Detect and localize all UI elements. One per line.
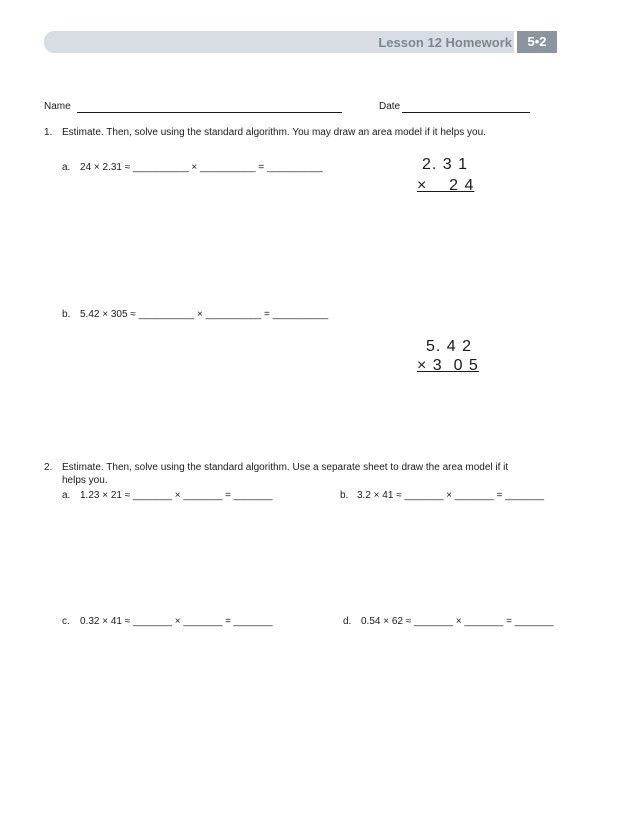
lesson-title: Lesson 12 Homework <box>378 35 512 50</box>
problem-2-number: 2. <box>44 462 53 473</box>
problem-1a-algorithm-bottom: × 2 4 <box>417 177 475 194</box>
problem-2a-expression: 1.23 × 21 ≈ _______ × _______ = _______ <box>80 490 273 501</box>
problem-2-instructions-line2: helps you. <box>62 475 108 486</box>
grade-module-badge: 5•2 <box>517 31 557 53</box>
name-field[interactable] <box>77 112 342 113</box>
problem-2d-expression: 0.54 × 62 ≈ _______ × _______ = _______ <box>361 616 554 627</box>
problem-2a-letter: a. <box>62 490 71 501</box>
date-field[interactable] <box>402 112 530 113</box>
problem-2b-expression: 3.2 × 41 ≈ _______ × _______ = _______ <box>357 490 545 501</box>
date-label: Date <box>379 101 401 112</box>
problem-1b-letter: b. <box>62 309 71 320</box>
problem-1a-letter: a. <box>62 162 71 173</box>
problem-1a-expression: 24 × 2.31 ≈ __________ × __________ = __________ <box>80 162 323 173</box>
problem-2c-letter: c. <box>62 616 70 627</box>
problem-2-instructions-line1: Estimate. Then, solve using the standard algorithm. Use a separate sheet to draw the area model if it <box>62 462 509 473</box>
problem-1a-algorithm-top: 2. 3 1 <box>422 156 469 173</box>
problem-1b-algorithm-bottom: × 3 0 5 <box>417 357 479 374</box>
problem-2d-letter: d. <box>343 616 352 627</box>
name-label: Name <box>44 101 71 112</box>
problem-2b-letter: b. <box>340 490 349 501</box>
problem-1b-algorithm-top: 5. 4 2 <box>426 338 473 355</box>
problem-1-number: 1. <box>44 127 53 138</box>
problem-1-instructions: Estimate. Then, solve using the standard algorithm. You may draw an area model if it helps you. <box>62 127 486 138</box>
problem-1b-expression: 5.42 × 305 ≈ __________ × __________ = __________ <box>80 309 329 320</box>
problem-2c-expression: 0.32 × 41 ≈ _______ × _______ = _______ <box>80 616 273 627</box>
